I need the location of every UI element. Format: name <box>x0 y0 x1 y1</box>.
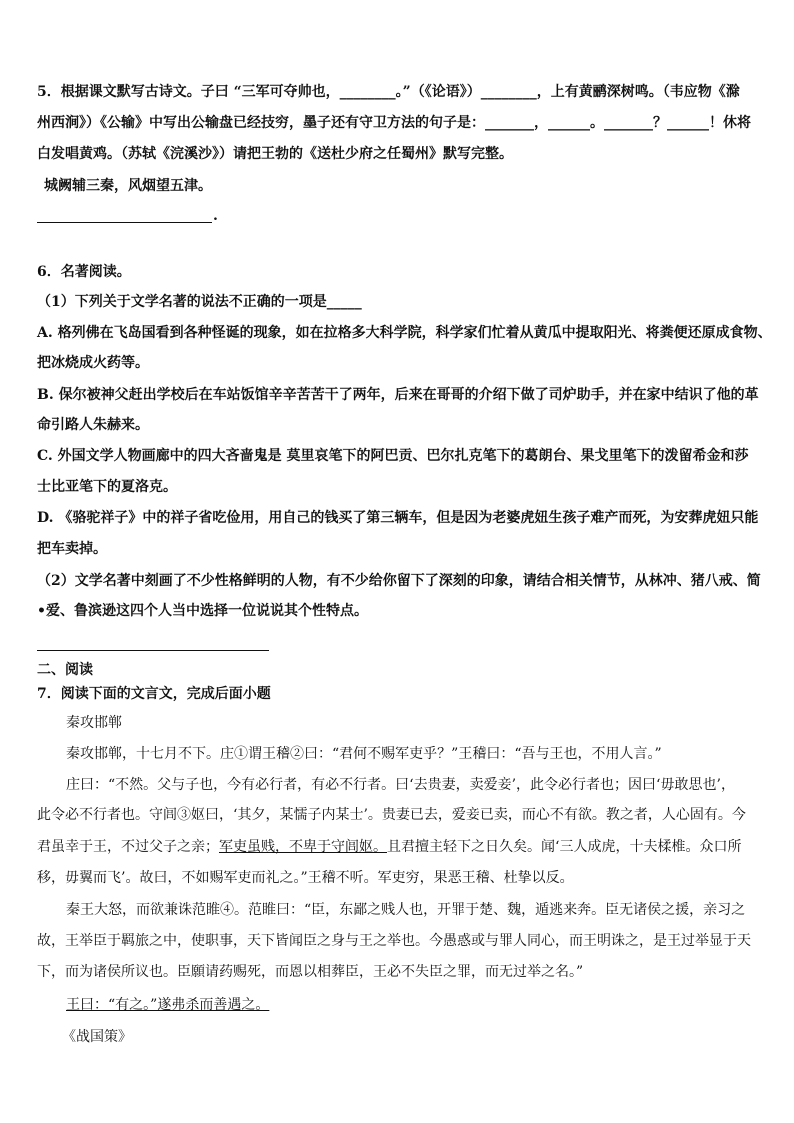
q7-title: 7．阅读下面的文言文，完成后面小题 <box>37 686 271 702</box>
passage-para-3-line-1: 秦王大怒，而欲兼诛范睢④。范睢曰：“臣，东鄙之贱人也，开罪于楚、魏，遁逃来奔。臣无诸侯之援，亲习之 <box>66 902 746 918</box>
passage-para-3-line-3: 下，而为诸侯所议也。臣願请药赐死，而恩以相葬臣，王必不失臣之罪，而无过举之名。” <box>37 964 584 980</box>
section-title: 二、阅读 <box>37 662 93 678</box>
q6-option-c-1: C. 外国文学人物画廊中的四大吝啬鬼是 莫里哀笔下的阿巴贡、巴尔扎克笔下的葛朗台、果戈里笔下的泼留希金和莎 <box>37 448 749 464</box>
passage-para-4: 王曰：“有之。”遂弗杀而善遇之。 <box>66 997 270 1013</box>
q6-option-b-2: 命引路人朱赫来。 <box>37 417 149 433</box>
q6-sub2-2: •爱、鲁滨逊这四个人当中选择一位说说其个性特点。 <box>37 603 368 619</box>
passage-title: 秦攻邯郸 <box>66 715 122 731</box>
passage-para-1: 秦攻邯郸，十七月不下。庄①谓王稽②曰：“君何不赐军吏乎？”王稽曰：“吾与王也，不用人言。” <box>66 746 662 762</box>
passage-para-2-line-4: 移，毋翼而飞’。故曰，不如赐军吏而礼之。”王稽不听。军吏穷，果恶王稽、杜挚以反。 <box>37 870 574 886</box>
passage-para-2-line-1: 庄曰：“不然。父与子也，今有必行者，有必不行者。曰‘去贵妻，卖爱妾’，此令必行者也；因曰‘毋敢思也’， <box>66 777 735 793</box>
q6-option-a-1: A. 格列佛在飞岛国看到各种怪诞的现象，如在拉格多大科学院，科学家们忙着从黄瓜中提取阳光、将粪便还原成食物、 <box>37 325 772 341</box>
passage-para-3-line-2: 故，王举臣于羁旅之中，使职事，天下皆闻臣之身与王之举也。今愚惑或与罪人同心，而王明诛之，是王过举显于天 <box>37 933 751 949</box>
q6-option-d-1: D. 《骆驼祥子》中的祥子省吃俭用，用自己的钱买了第三辆车，但是因为老婆虎妞生孩子难产而死，为安葬虎妞只能 <box>37 510 759 526</box>
q6-option-a-2: 把冰烧成火药等。 <box>37 355 149 371</box>
q5-line-3: 白发唱黄鸡。（苏轼《浣溪沙》）请把王勃的《送杜少府之任蜀州》默写完整。 <box>37 146 513 162</box>
q6-option-d-2: 把车卖掉。 <box>37 541 107 557</box>
q6-sub2-1: （2）文学名著中刻画了不少性格鲜明的人物，有不少给你留下了深刻的印象，请结合相关情节，从林冲、猪八戒、简 <box>37 573 761 589</box>
passage-para-2-line-3 <box>37 837 757 857</box>
q5-answer-blank <box>37 222 212 223</box>
q6-option-b-1: B. 保尔被神父赶出学校后在车站饭馆辛辛苦苦干了两年，后来在哥哥的介绍下做了司炉助手，并在家中结识了他的革 <box>37 387 759 403</box>
passage-text-pre: 君虽幸于王，不过父子之亲； <box>37 839 219 855</box>
passage-underlined-sentence: 军吏虽贱，不卑于守闾妪。 <box>219 839 387 855</box>
passage-source: 《战国策》 <box>62 1029 132 1045</box>
q6-answer-blank <box>37 650 269 651</box>
q5-line-2: 州西涧》）《公输》中写出公输盘已经技穷，墨子还有守卫方法的句子是：_______，______。_______？______！休将 <box>37 115 751 131</box>
q5-poem-line: 城阙辅三秦，风烟望五津。 <box>44 178 212 194</box>
q5-line-1: 5．根据课文默写古诗文。子曰 “三军可夺帅也，________。”（《论语》）________，上有黄鹂深树鸣。（韦应物《滁 <box>37 84 740 100</box>
q6-option-c-2: 士比亚笔下的夏洛克。 <box>37 479 177 495</box>
q5-blank-end: . <box>213 208 218 224</box>
q6-title: 6．名著阅读。 <box>37 264 131 280</box>
q6-sub1: （1）下列关于文学名著的说法不正确的一项是_____ <box>37 294 362 310</box>
passage-para-2-line-2: 此令必不行者也。守闾③妪曰，‘其夕，某懦子内某士’。贵妻已去，爱妾已卖，而心不有欲。教之者，人心固有。今 <box>37 807 746 823</box>
passage-text-post: 且君擅主轻下之日久矣。闻‘三人成虎，十夫楺椎。众口所 <box>387 839 742 855</box>
